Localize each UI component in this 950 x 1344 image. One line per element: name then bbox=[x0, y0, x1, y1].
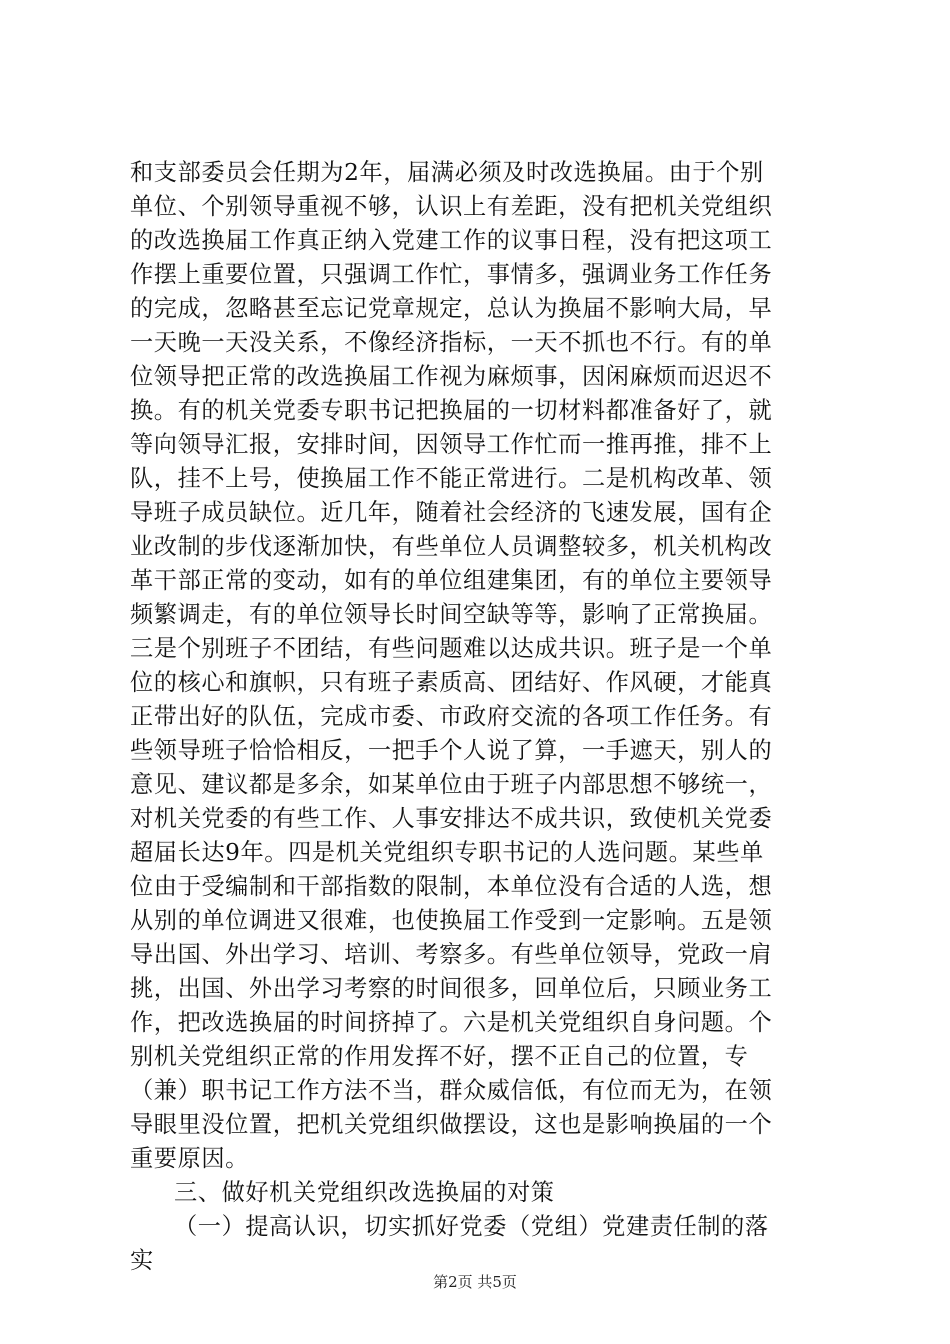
paragraph-line: 些领导班子恰恰相反，一把手个人说了算，一手遮天，别人的 bbox=[130, 737, 773, 764]
paragraph bbox=[130, 156, 830, 1176]
paragraph-line: 单位、个别领导重视不够，认识上有差距，没有把机关党组织 bbox=[130, 193, 773, 220]
paragraph-line: 导出国、外出学习、培训、考察多。有些单位领导，党政一肩 bbox=[130, 941, 773, 968]
paragraph-line: 革干部正常的变动，如有的单位组建集团，有的单位主要领导 bbox=[130, 567, 773, 594]
paragraph-line: 位的核心和旗帜，只有班子素质高、团结好、作风硬，才能真 bbox=[130, 669, 773, 696]
paragraph-line: （兼）职书记工作方法不当，群众威信低，有位而无为，在领 bbox=[130, 1077, 773, 1104]
paragraph-line: 超届长达9年。四是机关党组织专职书记的人选问题。某些单 bbox=[130, 839, 764, 866]
paragraph-line: 的改选换届工作真正纳入党建工作的议事日程，没有把这项工 bbox=[130, 227, 773, 254]
paragraph-line: 频繁调走，有的单位领导长时间空缺等等，影响了正常换届。 bbox=[130, 601, 773, 628]
paragraph-line: 位领导把正常的改选换届工作视为麻烦事，因闲麻烦而迟迟不 bbox=[130, 363, 773, 390]
paragraph-line: 的完成，忽略甚至忘记党章规定，总认为换届不影响大局，早 bbox=[130, 295, 773, 322]
paragraph-line: 换。有的机关党委专职书记把换届的一切材料都准备好了，就 bbox=[130, 397, 773, 424]
paragraph-line: 对机关党委的有些工作、人事安排达不成共识，致使机关党委 bbox=[130, 805, 773, 832]
paragraph-line: 作摆上重要位置，只强调工作忙，事情多，强调业务工作任务 bbox=[130, 261, 773, 288]
document-body bbox=[130, 156, 830, 1278]
paragraph-line: 挑，出国、外出学习考察的时间很多，回单位后，只顾业务工 bbox=[130, 975, 773, 1002]
section-heading: 三、做好机关党组织改选换届的对策 bbox=[174, 1179, 555, 1206]
paragraph-line: 导班子成员缺位。近几年，随着社会经济的飞速发展，国有企 bbox=[130, 499, 773, 526]
paragraph-line: 三是个别班子不团结，有些问题难以达成共识。班子是一个单 bbox=[130, 635, 773, 662]
page-number: 第2页 共5页 bbox=[433, 1273, 517, 1291]
page-footer bbox=[0, 1271, 950, 1292]
paragraph-line: 业改制的步伐逐渐加快，有些单位人员调整较多，机关机构改 bbox=[130, 533, 773, 560]
paragraph-line: 意见、建议都是多余，如某单位由于班子内部思想不够统一， bbox=[130, 771, 773, 798]
paragraph-line: 别机关党组织正常的作用发挥不好，摆不正自己的位置，专 bbox=[130, 1043, 749, 1070]
subsection-heading-line-1: （一）提高认识，切实抓好党委（党组）党建责任制的落 bbox=[174, 1213, 769, 1240]
paragraph-line: 和支部委员会任期为2年，届满必须及时改选换届。由于个别 bbox=[130, 159, 764, 186]
paragraph-line: 重要原因。 bbox=[130, 1145, 249, 1172]
subsection-heading-line-2: 实 bbox=[130, 1247, 154, 1274]
paragraph-line: 导眼里没位置，把机关党组织做摆设，这也是影响换届的一个 bbox=[130, 1111, 773, 1138]
paragraph-line: 队，挂不上号，使换届工作不能正常进行。二是机构改革、领 bbox=[130, 465, 773, 492]
paragraph-line: 一天晚一天没关系，不像经济指标，一天不抓也不行。有的单 bbox=[130, 329, 773, 356]
paragraph-line: 从别的单位调进又很难，也使换届工作受到一定影响。五是领 bbox=[130, 907, 773, 934]
paragraph-line: 位由于受编制和干部指数的限制，本单位没有合适的人选，想 bbox=[130, 873, 773, 900]
paragraph-line: 正带出好的队伍，完成市委、市政府交流的各项工作任务。有 bbox=[130, 703, 773, 730]
paragraph-line: 等向领导汇报，安排时间，因领导工作忙而一推再推，排不上 bbox=[130, 431, 773, 458]
paragraph-line: 作，把改选换届的时间挤掉了。六是机关党组织自身问题。个 bbox=[130, 1009, 773, 1036]
